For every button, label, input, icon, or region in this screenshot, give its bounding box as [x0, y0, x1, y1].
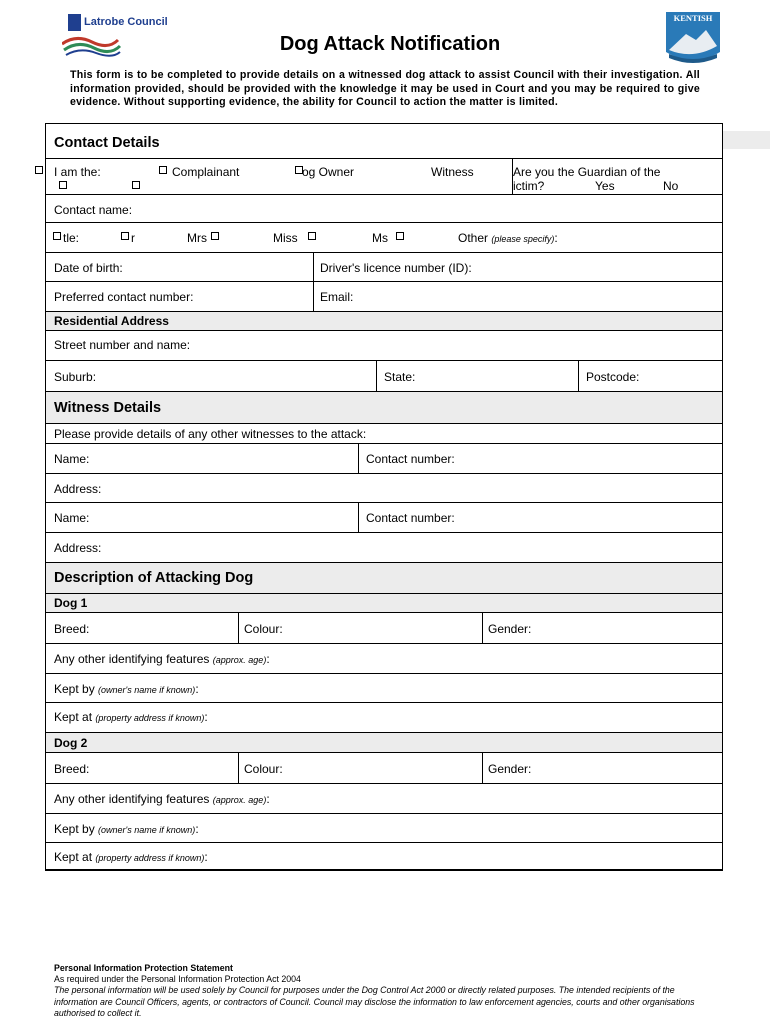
dog2-gender-label: Gender: [488, 762, 532, 776]
kentish-logo-text: KENTISH [673, 13, 713, 23]
state-label: State: [384, 370, 416, 384]
dog1-kept-by-label: Kept by (owner's name if known): [54, 682, 199, 696]
page-title: Dog Attack Notification [279, 33, 501, 55]
witness-label: Witness [431, 165, 474, 179]
dob-label: Date of birth: [54, 261, 123, 275]
dog2-header [46, 733, 722, 753]
dog1-features-row[interactable] [46, 644, 722, 674]
dog1-features-label: Any other identifying features (approx. age): [54, 652, 270, 666]
dog2-kept-by-label: Kept by (owner's name if known): [54, 822, 199, 836]
complainant-label: Complainant [172, 165, 240, 179]
dog2-breed-label: Breed: [54, 762, 90, 776]
mr-label: r [131, 231, 135, 245]
miss-label: Miss [273, 231, 298, 245]
privacy-body: The personal information will be used solely by Council for purposes under the Dog Control Act 2000 or directly related purposes. The intended recipients of the information are Council Officers, agents, or contractors of Council. Council may disclose the information to law enforcement agencies, courts and other organisations authorised to collect it. [54, 985, 695, 1018]
witness1-address-row[interactable] [46, 474, 722, 503]
privacy-heading: Personal Information Protection Statement [54, 963, 233, 973]
mrs-label: Mrs [187, 231, 207, 245]
header-bar-extension [723, 131, 770, 149]
dog2-heading: Dog 2 [54, 736, 88, 750]
i-am-the-label: I am the: [54, 165, 101, 179]
dog1-heading: Dog 1 [54, 596, 88, 610]
title-label: tle: [63, 231, 80, 245]
suburb-row [46, 361, 722, 392]
title-row [46, 223, 722, 253]
witness1-address-label: Address: [54, 482, 102, 496]
street-row[interactable] [46, 331, 722, 361]
ms-checkbox[interactable] [396, 232, 404, 240]
checkbox[interactable] [35, 166, 43, 174]
dog2-breed-row [46, 753, 722, 784]
mrs-checkbox[interactable] [211, 232, 219, 240]
contact-name-label: Contact name: [54, 203, 133, 217]
guardian-yes-label: Yes [595, 179, 615, 193]
dog1-kept-at-row[interactable] [46, 703, 722, 733]
postcode-label: Postcode: [586, 370, 640, 384]
dog2-features-label: Any other identifying features (approx. age): [54, 792, 270, 806]
phone-email-row [46, 282, 722, 312]
witness-details-heading: Witness Details [54, 400, 162, 416]
email-label: Email: [320, 290, 354, 304]
dog2-features-row[interactable] [46, 784, 722, 814]
dog-attack-form [45, 123, 723, 871]
privacy-statement [54, 963, 714, 1019]
dog1-breed-label: Breed: [54, 622, 90, 636]
street-label: Street number and name: [54, 338, 191, 352]
witness2-name-label: Name: [54, 511, 90, 525]
dog-owner-label: og Owner [302, 165, 355, 179]
licence-label: Driver's licence number (ID): [320, 261, 472, 275]
role-row [46, 159, 722, 195]
dog2-kept-at-row[interactable] [46, 843, 722, 870]
miss-checkbox[interactable] [308, 232, 316, 240]
intro-text: This form is to be completed to provide details on a witnessed dog attack to assist Council with their investigation. All information provided, should be provided with the knowledge it may be used in Court and you may be required to give evidence. Without supporting evidence, the ability for Council to action the matter is limited. [70, 69, 700, 109]
other-title-label: Other (please specify): [458, 231, 558, 245]
dog1-gender-label: Gender: [488, 622, 532, 636]
dog1-colour-label: Colour: [244, 622, 283, 636]
phone-label: Preferred contact number: [54, 290, 194, 304]
dob-licence-row [46, 253, 722, 282]
witness2-contact-label: Contact number: [366, 511, 455, 525]
witness1-contact-label: Contact number: [366, 452, 455, 466]
guardian-no-label: No [663, 179, 679, 193]
dog-description-heading: Description of Attacking Dog [54, 570, 254, 586]
checkbox[interactable] [59, 181, 67, 189]
witness-instruction-row [46, 424, 722, 444]
witness2-address-row[interactable] [46, 533, 722, 563]
guardian-question-line1: Are you the Guardian of the [513, 165, 661, 179]
dog2-kept-at-label: Kept at (property address if known): [54, 850, 208, 864]
latrobe-logo-text: Latrobe Council [84, 16, 168, 28]
contact-details-heading: Contact Details [54, 135, 160, 151]
witness-instruction: Please provide details of any other witnesses to the attack: [54, 427, 367, 441]
dog1-kept-by-row[interactable] [46, 674, 722, 703]
witness2-name-row [46, 503, 722, 533]
dog2-colour-label: Colour: [244, 762, 283, 776]
witness1-name-row [46, 444, 722, 474]
contact-name-row[interactable] [46, 195, 722, 223]
witness1-name-label: Name: [54, 452, 90, 466]
residential-address-heading: Residential Address [54, 314, 169, 328]
dog1-header [46, 594, 722, 613]
complainant-checkbox[interactable] [159, 166, 167, 174]
title-checkbox[interactable] [53, 232, 61, 240]
ms-label: Ms [372, 231, 388, 245]
witness2-address-label: Address: [54, 541, 102, 555]
dog2-kept-by-row[interactable] [46, 814, 722, 843]
suburb-label: Suburb: [54, 370, 97, 384]
privacy-act-line: As required under the Personal Information Protection Act 2004 [54, 974, 301, 985]
dog1-kept-at-label: Kept at (property address if known): [54, 710, 208, 724]
dog1-breed-row [46, 613, 722, 644]
residential-address-header [46, 312, 722, 331]
dog-description-header [46, 563, 722, 594]
checkbox[interactable] [132, 181, 140, 189]
contact-details-header [46, 128, 722, 159]
guardian-question-line2: ictim? [513, 179, 545, 193]
witness-details-header [46, 392, 722, 424]
mr-checkbox[interactable] [121, 232, 129, 240]
